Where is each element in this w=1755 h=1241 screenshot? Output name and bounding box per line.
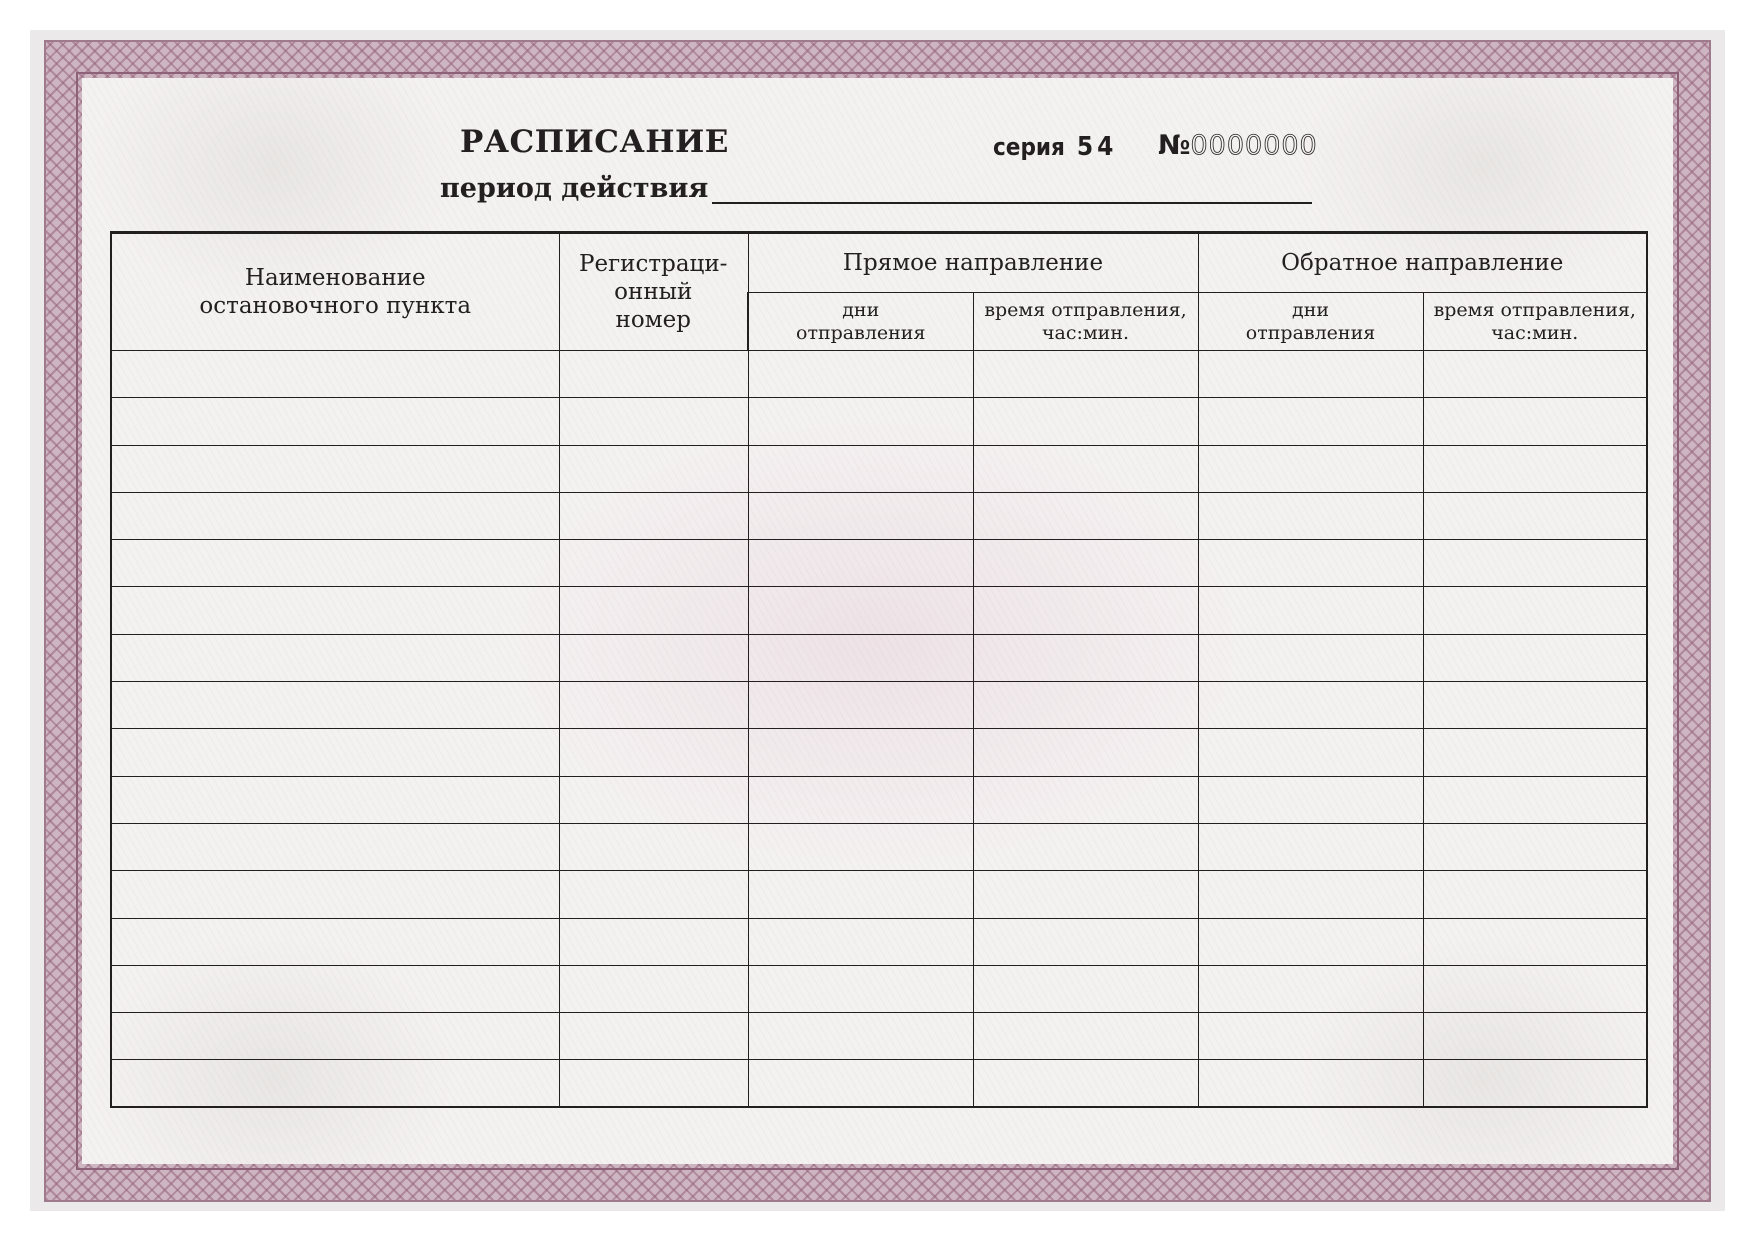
table-row bbox=[111, 776, 1647, 823]
reg-number-cell[interactable] bbox=[559, 492, 748, 539]
reg-number-cell[interactable] bbox=[559, 1060, 748, 1107]
forward-days-cell[interactable] bbox=[748, 776, 973, 823]
reverse-time-cell[interactable] bbox=[1423, 1060, 1647, 1107]
forward-days-cell[interactable] bbox=[748, 587, 973, 634]
forward-days-cell[interactable] bbox=[748, 1013, 973, 1060]
forward-time-cell[interactable] bbox=[973, 776, 1198, 823]
col-header-reverse-time bbox=[1423, 293, 1647, 351]
forward-time-cell[interactable] bbox=[973, 1013, 1198, 1060]
reverse-time-cell[interactable] bbox=[1423, 729, 1647, 776]
reg-number-cell[interactable] bbox=[559, 634, 748, 681]
reverse-time-cell[interactable] bbox=[1423, 965, 1647, 1012]
days-line-2: отправления bbox=[796, 321, 926, 344]
days-line-1: дни bbox=[842, 298, 880, 321]
days-line-1: дни bbox=[1292, 298, 1330, 321]
reverse-time-cell[interactable] bbox=[1423, 1013, 1647, 1060]
table-row bbox=[111, 398, 1647, 445]
col-header-stop-name bbox=[111, 233, 559, 351]
stop-name-cell[interactable] bbox=[111, 492, 559, 539]
table-row bbox=[111, 918, 1647, 965]
schedule-body bbox=[111, 351, 1647, 1108]
time-line-1: время отправления, bbox=[1433, 298, 1636, 321]
table-row bbox=[111, 965, 1647, 1012]
forward-days-cell[interactable] bbox=[748, 1060, 973, 1107]
forward-days-cell[interactable] bbox=[748, 871, 973, 918]
forward-time-cell[interactable] bbox=[973, 540, 1198, 587]
col-header-forward-time bbox=[973, 293, 1198, 351]
stop-name-cell[interactable] bbox=[111, 351, 559, 398]
reg-number-cell[interactable] bbox=[559, 587, 748, 634]
document-title: РАСПИСАНИЕ bbox=[460, 124, 729, 160]
reverse-days-cell[interactable] bbox=[1198, 729, 1423, 776]
stop-name-cell[interactable] bbox=[111, 587, 559, 634]
reverse-time-cell[interactable] bbox=[1423, 351, 1647, 398]
forward-days-cell[interactable] bbox=[748, 634, 973, 681]
number-label: № bbox=[1158, 130, 1191, 161]
reverse-time-cell[interactable] bbox=[1423, 492, 1647, 539]
col-header-reg-number bbox=[559, 233, 748, 351]
reverse-days-cell[interactable] bbox=[1198, 918, 1423, 965]
reverse-days-cell[interactable] bbox=[1198, 634, 1423, 681]
reverse-time-cell[interactable] bbox=[1423, 871, 1647, 918]
forward-time-cell[interactable] bbox=[973, 587, 1198, 634]
stop-name-cell[interactable] bbox=[111, 823, 559, 870]
table-row bbox=[111, 729, 1647, 776]
reverse-days-cell[interactable] bbox=[1198, 540, 1423, 587]
reg-number-cell[interactable] bbox=[559, 1013, 748, 1060]
forward-days-cell[interactable] bbox=[748, 351, 973, 398]
table-row bbox=[111, 587, 1647, 634]
reverse-days-cell[interactable] bbox=[1198, 587, 1423, 634]
number-field bbox=[1158, 130, 1318, 161]
reverse-time-cell[interactable] bbox=[1423, 776, 1647, 823]
reverse-days-cell[interactable] bbox=[1198, 398, 1423, 445]
col-header-forward-days bbox=[748, 293, 973, 351]
period-input-line[interactable] bbox=[712, 202, 1312, 204]
reg-number-cell[interactable] bbox=[559, 540, 748, 587]
reg-number-line-2: онный bbox=[614, 279, 693, 305]
reg-number-cell[interactable] bbox=[559, 918, 748, 965]
forward-days-cell[interactable] bbox=[748, 492, 973, 539]
reverse-days-cell[interactable] bbox=[1198, 351, 1423, 398]
forward-days-cell[interactable] bbox=[748, 729, 973, 776]
period-label: период действия bbox=[440, 173, 709, 204]
table-row bbox=[111, 871, 1647, 918]
table-row bbox=[111, 540, 1647, 587]
stop-name-cell[interactable] bbox=[111, 540, 559, 587]
stop-name-cell[interactable] bbox=[111, 871, 559, 918]
forward-time-cell[interactable] bbox=[973, 871, 1198, 918]
schedule-table bbox=[110, 231, 1648, 1108]
forward-days-cell[interactable] bbox=[748, 965, 973, 1012]
time-line-2: час:мин. bbox=[1041, 321, 1130, 344]
forward-days-cell[interactable] bbox=[748, 918, 973, 965]
table-row bbox=[111, 823, 1647, 870]
forward-time-cell[interactable] bbox=[973, 445, 1198, 492]
table-row bbox=[111, 492, 1647, 539]
reg-number-cell[interactable] bbox=[559, 351, 748, 398]
reverse-days-cell[interactable] bbox=[1198, 823, 1423, 870]
stop-name-cell[interactable] bbox=[111, 398, 559, 445]
table-row bbox=[111, 445, 1647, 492]
reverse-days-cell[interactable] bbox=[1198, 1060, 1423, 1107]
reverse-time-cell[interactable] bbox=[1423, 587, 1647, 634]
forward-time-cell[interactable] bbox=[973, 918, 1198, 965]
reverse-time-cell[interactable] bbox=[1423, 398, 1647, 445]
reverse-time-cell[interactable] bbox=[1423, 634, 1647, 681]
forward-time-cell[interactable] bbox=[973, 729, 1198, 776]
series-label: серия bbox=[993, 133, 1065, 161]
forward-days-cell[interactable] bbox=[748, 682, 973, 729]
reverse-days-cell[interactable] bbox=[1198, 1013, 1423, 1060]
stop-name-cell[interactable] bbox=[111, 918, 559, 965]
forward-time-cell[interactable] bbox=[973, 492, 1198, 539]
reg-number-cell[interactable] bbox=[559, 776, 748, 823]
reverse-days-cell[interactable] bbox=[1198, 871, 1423, 918]
forward-time-cell[interactable] bbox=[973, 634, 1198, 681]
reg-number-cell[interactable] bbox=[559, 965, 748, 1012]
time-line-1: время отправления, bbox=[984, 298, 1187, 321]
col-header-reverse-days bbox=[1198, 293, 1423, 351]
reverse-time-cell[interactable] bbox=[1423, 540, 1647, 587]
reverse-time-cell[interactable] bbox=[1423, 445, 1647, 492]
reg-number-line-1: Регистраци- bbox=[579, 251, 728, 277]
number-value: 0000000 bbox=[1190, 130, 1318, 161]
forward-time-cell[interactable] bbox=[973, 398, 1198, 445]
series-value: 54 bbox=[1076, 132, 1118, 162]
time-line-2: час:мин. bbox=[1491, 321, 1579, 344]
reverse-time-cell[interactable] bbox=[1423, 918, 1647, 965]
forward-days-cell[interactable] bbox=[748, 445, 973, 492]
reg-number-cell[interactable] bbox=[559, 398, 748, 445]
table-row bbox=[111, 634, 1647, 681]
table-row bbox=[111, 1013, 1647, 1060]
col-header-reverse: Обратное направление bbox=[1198, 233, 1647, 293]
stop-name-cell[interactable] bbox=[111, 776, 559, 823]
reg-number-line-3: номер bbox=[615, 307, 691, 333]
reverse-days-cell[interactable] bbox=[1198, 445, 1423, 492]
stop-name-cell[interactable] bbox=[111, 1013, 559, 1060]
forward-time-cell[interactable] bbox=[973, 682, 1198, 729]
reg-number-cell[interactable] bbox=[559, 871, 748, 918]
table-row bbox=[111, 1060, 1647, 1107]
reg-number-cell[interactable] bbox=[559, 823, 748, 870]
col-header-forward: Прямое направление bbox=[748, 233, 1198, 293]
stop-name-cell[interactable] bbox=[111, 965, 559, 1012]
forward-days-cell[interactable] bbox=[748, 540, 973, 587]
reverse-time-cell[interactable] bbox=[1423, 682, 1647, 729]
reverse-days-cell[interactable] bbox=[1198, 965, 1423, 1012]
stop-name-cell[interactable] bbox=[111, 445, 559, 492]
forward-time-cell[interactable] bbox=[973, 1060, 1198, 1107]
stop-name-cell[interactable] bbox=[111, 729, 559, 776]
series-field bbox=[993, 132, 1117, 162]
forward-time-cell[interactable] bbox=[973, 823, 1198, 870]
table-row bbox=[111, 351, 1647, 398]
reg-number-cell[interactable] bbox=[559, 682, 748, 729]
stop-name-cell[interactable] bbox=[111, 634, 559, 681]
reverse-days-cell[interactable] bbox=[1198, 682, 1423, 729]
days-line-2: отправления bbox=[1245, 321, 1376, 344]
stop-name-cell[interactable] bbox=[111, 1060, 559, 1107]
forward-time-cell[interactable] bbox=[973, 965, 1198, 1012]
reg-number-cell[interactable] bbox=[559, 445, 748, 492]
table-row bbox=[111, 682, 1647, 729]
reverse-time-cell[interactable] bbox=[1423, 823, 1647, 870]
reverse-days-cell[interactable] bbox=[1198, 492, 1423, 539]
forward-days-cell[interactable] bbox=[748, 398, 973, 445]
reverse-days-cell[interactable] bbox=[1198, 776, 1423, 823]
reg-number-cell[interactable] bbox=[559, 729, 748, 776]
stop-name-cell[interactable] bbox=[111, 682, 559, 729]
forward-time-cell[interactable] bbox=[973, 351, 1198, 398]
forward-days-cell[interactable] bbox=[748, 823, 973, 870]
col-header-stop-name-text: Наименование остановочного пункта bbox=[199, 265, 472, 319]
